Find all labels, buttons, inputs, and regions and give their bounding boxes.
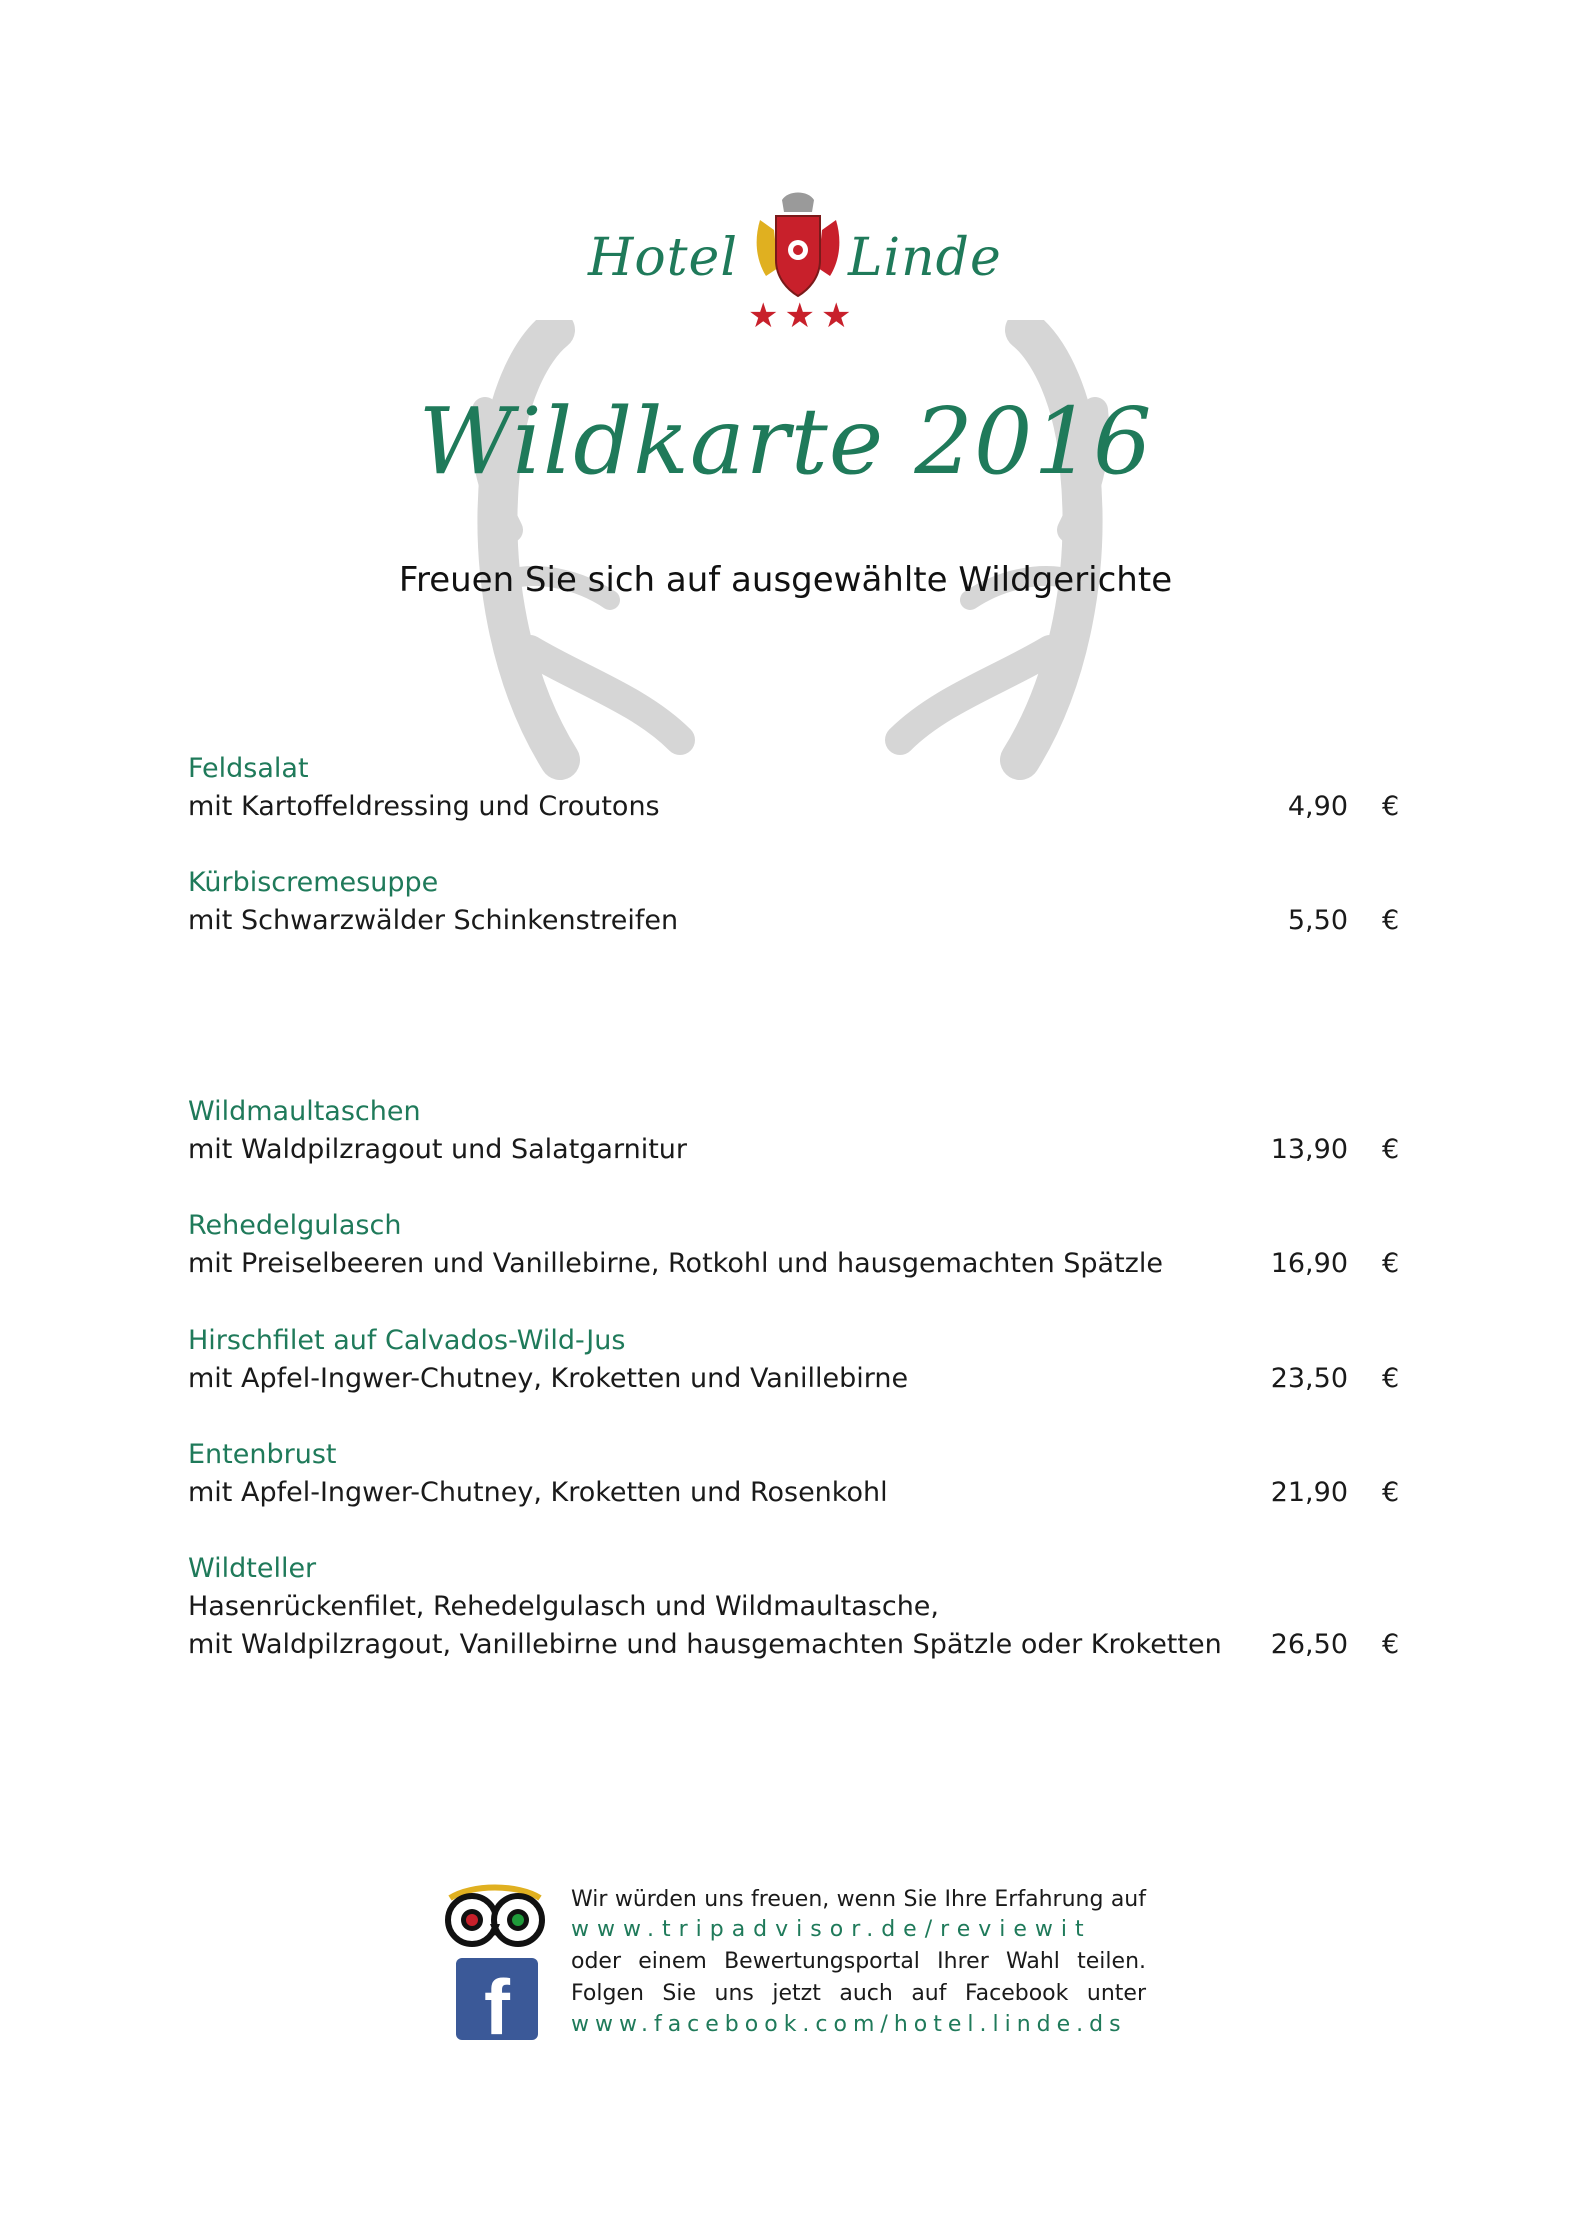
logo-text-left: Hotel [588, 228, 738, 288]
currency-symbol: € [1382, 1629, 1400, 1660]
menu-item [188, 1093, 1400, 1169]
dish-name: Feldsalat [188, 753, 309, 784]
currency-symbol: € [1382, 1248, 1400, 1279]
menu-item [188, 750, 1400, 826]
dish-name: Wildmaultaschen [188, 1096, 421, 1127]
dish-description: mit Kartoffeldressing und Croutons [188, 791, 660, 822]
dish-price: 23,50 [1270, 1363, 1348, 1394]
footer-text-line: Folgen Sie uns jetzt auch auf Facebook unter [571, 1981, 1146, 2006]
footer-text-line: Wir würden uns freuen, wenn Sie Ihre Erfahrung auf [571, 1887, 1146, 1912]
dish-description: mit Apfel-Ingwer-Chutney, Kroketten und Rosenkohl [188, 1477, 888, 1508]
dish-name: Wildteller [188, 1553, 317, 1584]
menu-item [188, 864, 1400, 940]
dish-name: Entenbrust [188, 1439, 337, 1470]
menu-item [188, 1436, 1400, 1512]
tripadvisor-owl-icon [442, 1884, 548, 1948]
star-rating-icon: ★★★ [748, 296, 858, 336]
dish-name: Kürbiscremesuppe [188, 867, 439, 898]
currency-symbol: € [1382, 791, 1400, 822]
menu-item [188, 1322, 1400, 1398]
dish-description: mit Schwarzwälder Schinkenstreifen [188, 905, 679, 936]
menu-item [188, 1550, 1400, 1664]
dish-price: 13,90 [1270, 1134, 1348, 1165]
facebook-icon[interactable] [456, 1958, 538, 2051]
menu-item [188, 1207, 1400, 1283]
coat-of-arms-icon [752, 190, 844, 300]
currency-symbol: € [1382, 1477, 1400, 1508]
footer-text-line: oder einem Bewertungsportal Ihrer Wahl teilen. [571, 1949, 1146, 1974]
facebook-link[interactable]: www.facebook.com/hotel.linde.ds [571, 2012, 1127, 2037]
facebook-f-glyph: f [484, 1963, 510, 2051]
page-subtitle: Freuen Sie sich auf ausgewählte Wildgerichte [398, 560, 1173, 600]
currency-symbol: € [1382, 905, 1400, 936]
dish-price: 5,50 [1287, 905, 1348, 936]
dish-name: Rehedelgulasch [188, 1210, 402, 1241]
page-title: Wildkarte 2016 [418, 388, 1153, 495]
dish-description: mit Preiselbeeren und Vanillebirne, Rotkohl und hausgemachten Spätzle [188, 1248, 1163, 1279]
dish-price: 4,90 [1287, 791, 1348, 822]
dish-price: 16,90 [1270, 1248, 1348, 1279]
tripadvisor-link[interactable]: www.tripadvisor.de/reviewit [571, 1917, 1092, 1942]
currency-symbol: € [1382, 1134, 1400, 1165]
logo-text-right: Linde [848, 228, 1002, 288]
dish-price: 26,50 [1270, 1629, 1348, 1660]
dish-name: Hirschfilet auf Calvados-Wild-Jus [188, 1325, 626, 1356]
currency-symbol: € [1382, 1363, 1400, 1394]
dish-price: 21,90 [1270, 1477, 1348, 1508]
dish-description: mit Apfel-Ingwer-Chutney, Kroketten und Vanillebirne [188, 1363, 909, 1394]
dish-description: mit Waldpilzragout, Vanillebirne und hausgemachten Spätzle oder Kroketten [188, 1629, 1222, 1660]
dish-description: Hasenrückenfilet, Rehedelgulasch und Wildmaultasche, [188, 1591, 940, 1622]
dish-description: mit Waldpilzragout und Salatgarnitur [188, 1134, 688, 1165]
